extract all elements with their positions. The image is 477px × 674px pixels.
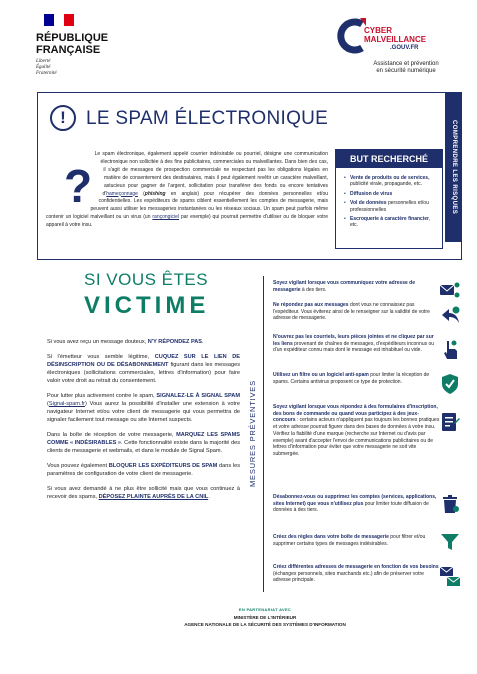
intro-phishing: phishing bbox=[144, 190, 166, 197]
intro-p2: ( bbox=[137, 190, 145, 197]
but-item: • Vente de produits ou de services, publicité virale, propagande, etc. bbox=[344, 175, 435, 188]
republique-francaise-logo bbox=[36, 14, 126, 77]
measures-divider bbox=[263, 276, 264, 592]
flag-white bbox=[54, 14, 64, 26]
intro-frame bbox=[37, 92, 462, 260]
link-hameconnage[interactable]: hameçonnage bbox=[106, 190, 138, 197]
but-recherche-box bbox=[335, 149, 443, 249]
link-signal-spam[interactable]: Signal-spam.fr bbox=[48, 401, 85, 407]
rule-item: Désabonnez-vous ou supprimez les comptes (services, applications, sites Internet) que vous n'utilisez plus pour limiter toute diffusion de données à des tiers. bbox=[273, 494, 437, 514]
hand-click-icon bbox=[438, 338, 462, 362]
footer-partners bbox=[130, 607, 400, 627]
advice-paragraph: Pour lutter plus activement contre le spam, SIGNALEZ-LE À SIGNAL SPAM (Signal-spam.fr) Vous aurez la possibilité d'installer une extension à votre navigateur Internet et/ou votre client de messagerie qui vous permettra de signaler facilement tout message ou site Internet suspects. bbox=[47, 393, 240, 423]
intro-wrap-spacer bbox=[46, 151, 104, 211]
rule-item: N'ouvrez pas les courriels, leurs pièces jointes et ne cliquez par sur les liens provenant de chaînes de messages, d'expéditeurs inconnus ou d'un expéditeur connu mais dont le message est inhabituel ou vide. bbox=[273, 334, 435, 354]
victim-advice bbox=[47, 338, 240, 508]
intro-text bbox=[46, 151, 328, 251]
cm-name: CYBER MALVEILLANCE bbox=[364, 26, 427, 44]
footer-partner-label: EN PARTENARIAT AVEC bbox=[238, 607, 292, 612]
side-tab-comprendre: COMPRENDRE LES RISQUES bbox=[445, 92, 462, 242]
advice-paragraph: Si vous avez reçu un message douteux, N'Y RÉPONDEZ PAS. bbox=[47, 339, 204, 345]
victim-heading-line2: VICTIME bbox=[84, 292, 210, 319]
rule-item: Créez différentes adresses de messagerie en fonction de vos besoins (échanges personnels, sites marchands etc.) afin de préserver votre adresse principale. bbox=[273, 564, 439, 584]
flag-blue bbox=[44, 14, 54, 26]
but-item: • Vol de données personnelles et/ou professionnelles bbox=[344, 200, 435, 213]
mails-icon bbox=[438, 564, 462, 588]
advice-paragraph: Si l'émetteur vous semble légitime, CUQUEZ SUR LE LIEN DE DÉSINSCRIPTION OU DE DÉSABONNEMENT figurant dans les messages électroniques (sollicitations commerciales, lettres d'information) pour faire valoir votre droit au retrait du consentement. bbox=[47, 354, 240, 384]
filter-icon bbox=[438, 530, 462, 554]
no-reply-icon bbox=[438, 304, 462, 328]
intro-p3: en anglais) pour récupérer des données personnelles et/ou confidentielles. Les expéditeurs de spams ciblent essentiellement les comptes de messagerie, mais peuvent aussi utiliser les messageries instantanées ou les réseaux sociaux. Un spam peut parfois même contenir un logiciel malveillant ou un virus (un bbox=[46, 190, 329, 221]
rf-motto: Liberté Égalité Fraternité bbox=[36, 59, 57, 76]
but-recherche-list bbox=[336, 168, 442, 229]
trash-icon bbox=[438, 492, 462, 516]
footer-ministere: MINISTÈRE DE L'INTÉRIEUR bbox=[233, 615, 297, 620]
measures-tab: MESURES PRÉVENTIVES bbox=[248, 380, 257, 488]
intro-p4: par exemple) qui pourrait permettre d'utiliser ou de bloquer votre appareil à votre insu. bbox=[46, 214, 328, 229]
advice-paragraph: Vous pouvez également BLOQUER LES EXPÉDITEURS DE SPAM dans les paramètres de configuration de votre client de messagerie. bbox=[47, 463, 241, 477]
rule-item: Soyez vigilant lorsque vous répondez à des formulaires d'inscription, des bons de commande ou quand vous participez à des jeux-concours : certains acteurs n'appliquent pas toujours les bonnes pratiques et votre adresse pourrait figurer dans des bases de données à votre insu. Vérifiez la fiabilité d'une marque (recherche sur Internet ou d'avis par exemple) avant d'accepter l'envoi de communications publicitaires ou de lettres d'information pour éviter que votre messagerie ne soit vite submergée. bbox=[273, 404, 440, 457]
exclamation-icon: ! bbox=[50, 105, 76, 131]
shield-check-icon bbox=[438, 372, 462, 396]
cm-tagline: Assistance et prévention en sécurité numérique bbox=[373, 61, 439, 74]
share-icon bbox=[438, 278, 462, 302]
advice-paragraph: Dans la boîte de réception de votre messagerie, MARQUEZ LES SPAMS COMME « INDÉSIRABLES ». Cette fonctionnalité existe dans la majorité des clients de messagerie et webmails, et dans le module de Signal Spam. bbox=[47, 432, 240, 454]
rule-item: Utilisez un filtre ou un logiciel anti-spam pour limiter la réception de spams. Certains antivirus proposent ce type de protection. bbox=[273, 372, 430, 385]
victim-heading-line1: SI VOUS ÊTES bbox=[84, 270, 209, 289]
rf-name: RÉPUBLIQUE FRANÇAISE bbox=[36, 32, 109, 56]
flag-red bbox=[64, 14, 74, 26]
cybermalveillance-logo bbox=[336, 16, 456, 86]
question-mark-icon: ? bbox=[64, 160, 93, 212]
form-icon bbox=[438, 410, 462, 434]
footer-anssi: AGENCE NATIONALE DE LA SÉCURITÉ DES SYSTÈMES D'INFORMATION bbox=[184, 622, 346, 627]
but-item: • Diffusion de virus bbox=[344, 191, 435, 197]
french-flag-icon bbox=[44, 14, 74, 26]
but-recherche-title: BUT RECHERCHÉ bbox=[336, 150, 442, 168]
rule-item: Ne répondez pas aux messages dont vous ne connaissez pas l'expéditeur. Vous éviterez ainsi de le renseigner sur la validité de votre adresse de messagerie. bbox=[273, 302, 430, 322]
page-title: LE SPAM ÉLECTRONIQUE bbox=[86, 108, 329, 129]
advice-paragraph: Si vous avez demandé à ne plus être sollicité mais que vous continuez à recevoir des spams, DÉPOSEZ PLAINTE AUPRÈS DE LA CNIL. bbox=[47, 486, 240, 500]
rule-item: Créez des règles dans votre boîte de messagerie pour filtrer et/ou supprimer certains types de messages indésirables. bbox=[273, 534, 426, 547]
rule-item: Soyez vigilant lorsque vous communiquez votre adresse de messagerie à des tiers. bbox=[273, 280, 415, 293]
intro-p1: Le spam électronique, également appelé courrier indésirable ou pourriel, désigne une communication électronique non sollicitée à des fins publicitaires, commerciales ou malveillantes. Dans bien des cas, il s'agit de messages de prospection commerciale ne respectant pas les obligations légales en matière de consentement des destinataires, mais il peut également revêtir un caractère malveillant, astucieux pour gagner de l'argent, sollicitation pour transférer des fonds ou encore tentatives d' bbox=[94, 151, 328, 197]
link-rancongiciel[interactable]: rançongiciel bbox=[152, 214, 180, 221]
but-item: • Escroquerie à caractère financier, etc. bbox=[344, 216, 435, 229]
link-cnil[interactable]: DÉPOSEZ PLAINTE AUPRÈS DE LA CNIL bbox=[98, 494, 209, 500]
cm-gouv: .GOUV.FR bbox=[390, 45, 419, 51]
